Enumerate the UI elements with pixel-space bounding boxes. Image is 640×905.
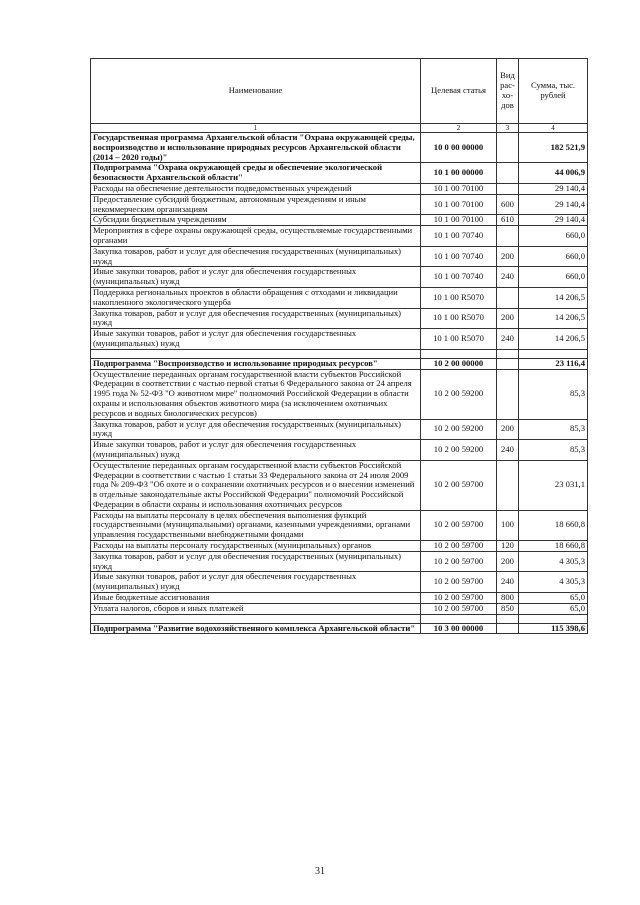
spacer-cell [497,349,519,358]
row-name: Иные закупки товаров, работ и услуг для обеспечения государственных (муниципальных) нужд [91,440,421,461]
row-code: 10 1 00 70740 [421,246,497,267]
row-type: 600 [497,194,519,215]
row-sum: 115 398,6 [519,623,588,634]
table-row [91,287,588,308]
table-row [91,163,588,184]
row-name: Уплата налогов, сборов и иных платежей [91,603,421,614]
row-code: 10 2 00 59700 [421,603,497,614]
row-code: 10 1 00 R5070 [421,287,497,308]
row-type: 100 [497,510,519,540]
row-sum: 14 206,5 [519,308,588,329]
table-row [91,551,588,572]
row-type: 200 [497,551,519,572]
row-sum: 85,3 [519,440,588,461]
table-row [91,226,588,247]
row-name: Иные закупки товаров, работ и услуг для обеспечения государственных (муниципальных) нужд [91,267,421,288]
column-number: 2 [421,124,497,133]
row-type: 610 [497,215,519,226]
row-type [497,133,519,163]
spacer-cell [497,614,519,623]
row-type: 200 [497,419,519,440]
row-type [497,358,519,369]
table-row [91,460,588,510]
row-name: Субсидии бюджетным учреждениям [91,215,421,226]
spacer-cell [421,349,497,358]
row-code: 10 1 00 R5070 [421,329,497,350]
row-code: 10 2 00 59200 [421,369,497,419]
spacer-row [91,349,588,358]
table-row [91,572,588,593]
row-sum: 660,0 [519,246,588,267]
row-code: 10 2 00 59700 [421,541,497,552]
row-name: Расходы на выплаты персоналу государственных (муниципальных) органов [91,541,421,552]
row-code: 10 1 00 70740 [421,267,497,288]
table-row [91,369,588,419]
row-name: Иные бюджетные ассигнования [91,593,421,604]
row-name: Мероприятия в сфере охраны окружающей среды, осуществляемые государственными органами [91,226,421,247]
spacer-cell [91,349,421,358]
row-type [497,623,519,634]
row-name: Подпрограмма "Охрана окружающей среды и обеспечение экологической безопасности Архангельской области" [91,163,421,184]
row-type [497,369,519,419]
row-code: 10 2 00 59700 [421,460,497,510]
row-code: 10 2 00 59200 [421,440,497,461]
row-type: 240 [497,440,519,461]
table-row [91,593,588,604]
row-type: 240 [497,329,519,350]
table-row [91,133,588,163]
column-number: 4 [519,124,588,133]
table-row [91,246,588,267]
row-type: 850 [497,603,519,614]
row-sum: 23 031,1 [519,460,588,510]
row-sum: 660,0 [519,226,588,247]
row-code: 10 2 00 59700 [421,551,497,572]
budget-table [90,58,588,634]
row-code: 10 2 00 59200 [421,419,497,440]
table-row [91,194,588,215]
row-code: 10 2 00 59700 [421,572,497,593]
row-sum: 4 305,3 [519,572,588,593]
row-name: Поддержка региональных проектов в области обращения с отходами и ликвидации накопленного экологического ущерба [91,287,421,308]
row-type: 200 [497,308,519,329]
table-row [91,267,588,288]
row-name: Осуществление переданных органам государственной власти субъектов Российской Федерации в соответствии с частью 1 статьи 33 Федерального закона от 24 июля 2009 года № 209-ФЗ "Об охоте и о сохранении охотничьих ресурсов и о внесении изменений в отдельные законодательные акты Российской Федерации" полномочий Российской Федерации в области охраны и использования охотничьих ресурсов [91,460,421,510]
header-type: Вид рас- хо- дов [497,59,519,124]
row-code: 10 2 00 59700 [421,510,497,540]
spacer-cell [519,349,588,358]
row-name: Закупка товаров, работ и услуг для обеспечения государственных (муниципальных) нужд [91,246,421,267]
row-sum: 29 140,4 [519,215,588,226]
row-code: 10 1 00 00000 [421,163,497,184]
row-name: Подпрограмма "Развитие водохозяйственного комплекса Архангельской области" [91,623,421,634]
row-code: 10 0 00 00000 [421,133,497,163]
row-code: 10 1 00 70740 [421,226,497,247]
table-row [91,308,588,329]
column-number: 1 [91,124,421,133]
row-sum: 4 305,3 [519,551,588,572]
row-sum: 18 660,8 [519,541,588,552]
row-name: Закупка товаров, работ и услуг для обеспечения государственных (муниципальных) нужд [91,308,421,329]
budget-table-container [90,58,587,634]
row-name: Подпрограмма "Воспроизводство и использование природных ресурсов" [91,358,421,369]
row-code: 10 3 00 00000 [421,623,497,634]
row-type: 800 [497,593,519,604]
row-type: 240 [497,572,519,593]
table-row [91,215,588,226]
row-sum: 18 660,8 [519,510,588,540]
row-sum: 44 006,9 [519,163,588,184]
table-body [91,133,588,634]
row-sum: 29 140,4 [519,183,588,194]
row-sum: 660,0 [519,267,588,288]
row-name: Государственная программа Архангельской области "Охрана окружающей среды, воспроизводство и использование природных ресурсов Архангельской области (2014 – 2020 годы)" [91,133,421,163]
table-header-row [91,59,588,124]
table-row [91,541,588,552]
row-type [497,183,519,194]
row-type: 200 [497,246,519,267]
row-sum: 65,0 [519,593,588,604]
row-type: 240 [497,267,519,288]
spacer-row [91,614,588,623]
header-sum: Сумма, тыс. рублей [519,59,588,124]
row-sum: 14 206,5 [519,287,588,308]
row-type: 120 [497,541,519,552]
row-name: Осуществление переданных органам государственной власти субъектов Российской Федерации в соответствии с частью первой статьи 6 Федерального закона от 24 апреля 1995 года № 52-ФЗ "О животном мире" полномочий Российской Федерации в области охраны и использования объектов животного мира (за исключением охотничьих ресурсов и водных биологических ресурсов) [91,369,421,419]
table-row [91,603,588,614]
table-row [91,358,588,369]
column-number: 3 [497,124,519,133]
row-sum: 23 116,4 [519,358,588,369]
spacer-cell [519,614,588,623]
row-type [497,226,519,247]
row-name: Предоставление субсидий бюджетным, автономным учреждениям и иным некоммерческим организациям [91,194,421,215]
header-code: Целевая статья [421,59,497,124]
table-row [91,183,588,194]
spacer-cell [421,614,497,623]
header-name: Наименование [91,59,421,124]
row-code: 10 2 00 59700 [421,593,497,604]
page-number: 31 [315,866,325,877]
row-type [497,163,519,184]
row-code: 10 1 00 70100 [421,183,497,194]
row-sum: 182 521,9 [519,133,588,163]
row-sum: 14 206,5 [519,329,588,350]
table-row [91,440,588,461]
table-row [91,329,588,350]
row-type [497,287,519,308]
row-name: Иные закупки товаров, работ и услуг для обеспечения государственных (муниципальных) нужд [91,329,421,350]
row-name: Закупка товаров, работ и услуг для обеспечения государственных (муниципальных) нужд [91,419,421,440]
row-sum: 85,3 [519,419,588,440]
row-sum: 85,3 [519,369,588,419]
spacer-cell [91,614,421,623]
row-code: 10 1 00 70100 [421,215,497,226]
row-code: 10 1 00 R5070 [421,308,497,329]
row-name: Расходы на обеспечение деятельности подведомственных учреждений [91,183,421,194]
row-code: 10 1 00 70100 [421,194,497,215]
row-name: Иные закупки товаров, работ и услуг для обеспечения государственных (муниципальных) нужд [91,572,421,593]
row-sum: 29 140,4 [519,194,588,215]
table-row [91,510,588,540]
table-row [91,623,588,634]
table-row [91,419,588,440]
row-name: Расходы на выплаты персоналу в целях обеспечения выполнения функций государственными (муниципальными) органами, казенными учреждениями, органами управления государственными внебюджетными фондами [91,510,421,540]
row-name: Закупка товаров, работ и услуг для обеспечения государственных (муниципальных) нужд [91,551,421,572]
row-code: 10 2 00 00000 [421,358,497,369]
row-type [497,460,519,510]
row-sum: 65,0 [519,603,588,614]
